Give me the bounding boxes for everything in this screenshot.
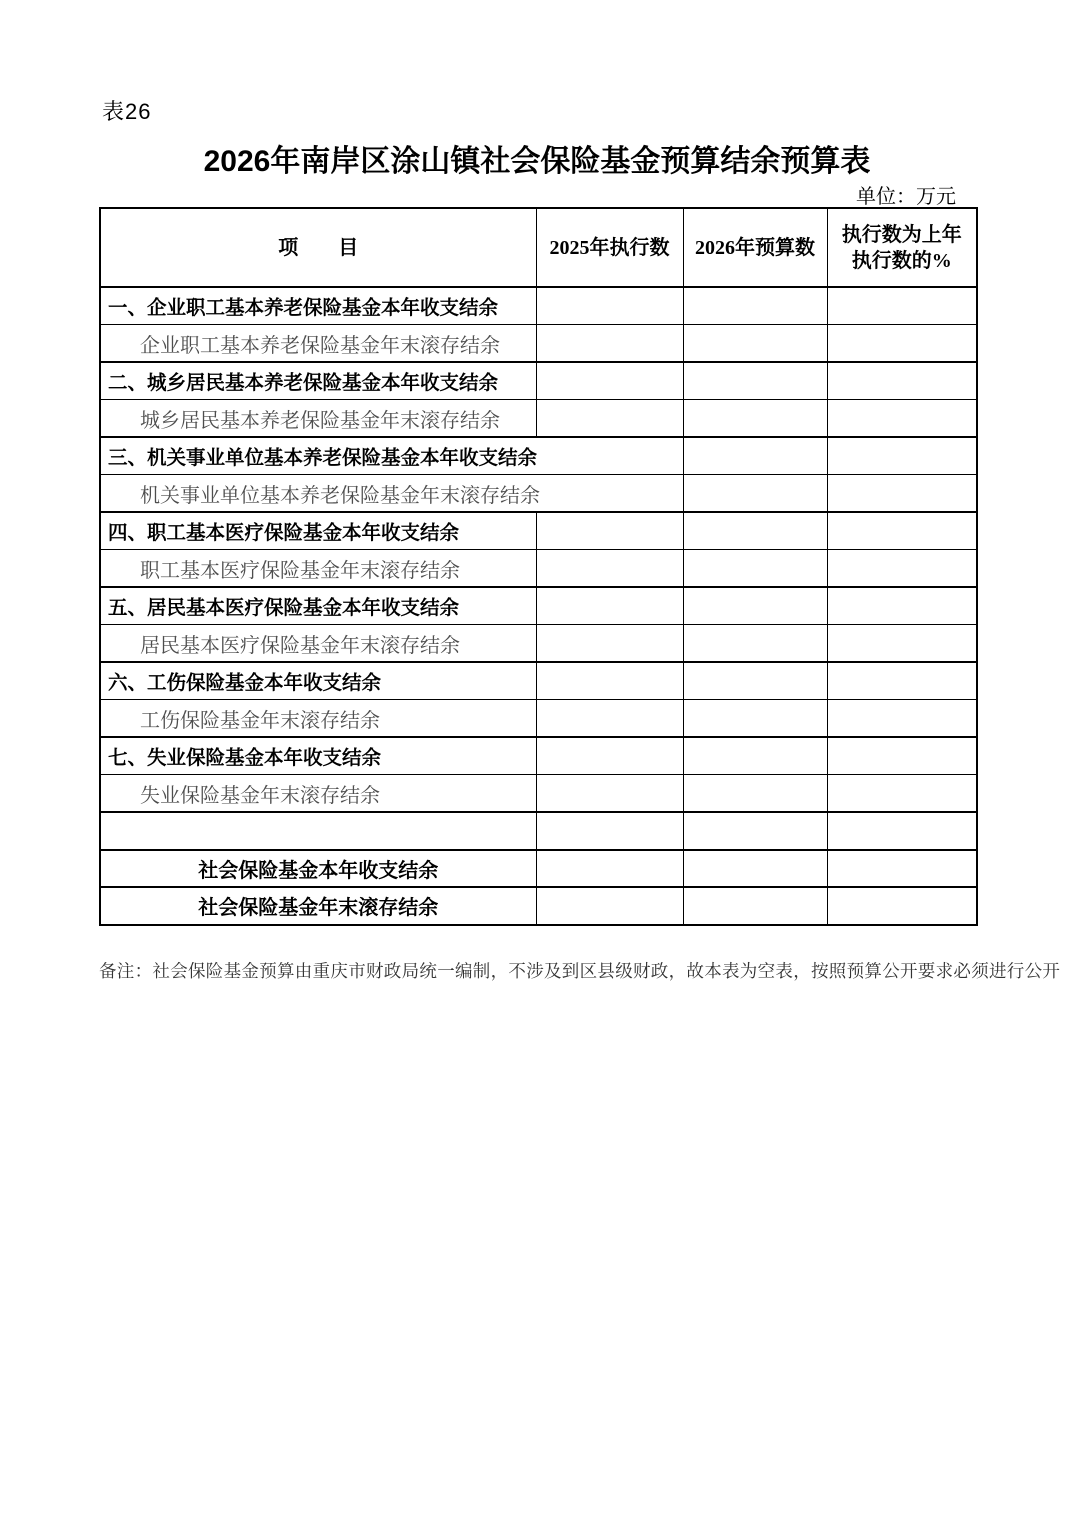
table-row	[100, 512, 977, 550]
budget-2026-cell	[683, 700, 827, 738]
exec-2025-cell	[536, 850, 683, 888]
item-cell: 社会保险基金本年收支结余	[100, 850, 536, 888]
table-row	[100, 287, 977, 325]
ratio-cell	[827, 887, 977, 925]
ratio-cell	[827, 812, 977, 850]
exec-2025-cell	[536, 550, 683, 588]
ratio-cell	[827, 775, 977, 813]
footer-note: 备注：社会保险基金预算由重庆市财政局统一编制，不涉及到区县级财政，故本表为空表，按照预算公开要求必须进行公开	[99, 961, 1061, 981]
exec-2025-cell	[536, 625, 683, 663]
table-row	[100, 625, 977, 663]
budget-2026-cell	[683, 662, 827, 700]
table-row	[100, 437, 977, 475]
exec-2025-cell	[536, 775, 683, 813]
exec-2025-cell	[536, 662, 683, 700]
budget-2026-cell	[683, 512, 827, 550]
budget-2026-cell	[683, 587, 827, 625]
unit-label: 单位：万元	[856, 186, 956, 208]
exec-2025-cell	[536, 325, 683, 363]
ratio-cell	[827, 587, 977, 625]
item-cell-merged: 三、机关事业单位基本养老保险基金本年收支结余	[100, 437, 683, 475]
budget-2026-cell	[683, 625, 827, 663]
budget-2026-cell	[683, 887, 827, 925]
exec-2025-cell	[536, 587, 683, 625]
table-row	[100, 700, 977, 738]
table-row	[100, 662, 977, 700]
ratio-cell	[827, 662, 977, 700]
table-row	[100, 362, 977, 400]
ratio-cell	[827, 400, 977, 438]
budget-2026-cell	[683, 850, 827, 888]
budget-2026-cell	[683, 325, 827, 363]
item-cell: 二、城乡居民基本养老保险基金本年收支结余	[100, 362, 536, 400]
exec-2025-cell	[536, 887, 683, 925]
header-item: 项 目	[100, 208, 536, 287]
budget-2026-cell	[683, 737, 827, 775]
item-cell: 企业职工基本养老保险基金年末滚存结余	[100, 325, 536, 363]
table-row	[100, 325, 977, 363]
item-cell-merged: 机关事业单位基本养老保险基金年末滚存结余	[100, 475, 683, 513]
ratio-cell	[827, 850, 977, 888]
table-header-row	[100, 208, 977, 287]
ratio-cell	[827, 362, 977, 400]
exec-2025-cell	[536, 287, 683, 325]
item-cell: 职工基本医疗保险基金年末滚存结余	[100, 550, 536, 588]
budget-2026-cell	[683, 437, 827, 475]
ratio-cell	[827, 287, 977, 325]
table-row-total	[100, 850, 977, 888]
item-cell: 一、企业职工基本养老保险基金本年收支结余	[100, 287, 536, 325]
header-budget-2026: 2026年预算数	[683, 208, 827, 287]
header-ratio-line1: 执行数为上年	[841, 223, 962, 246]
table-row	[100, 400, 977, 438]
ratio-cell	[827, 512, 977, 550]
budget-2026-cell	[683, 775, 827, 813]
table-row	[100, 587, 977, 625]
budget-2026-cell	[683, 475, 827, 513]
budget-2026-cell	[683, 400, 827, 438]
table-row	[100, 775, 977, 813]
ratio-cell	[827, 437, 977, 475]
item-cell: 六、工伤保险基金本年收支结余	[100, 662, 536, 700]
header-ratio	[827, 208, 977, 287]
ratio-cell	[827, 550, 977, 588]
item-cell: 四、职工基本医疗保险基金本年收支结余	[100, 512, 536, 550]
budget-2026-cell	[683, 362, 827, 400]
item-cell: 城乡居民基本养老保险基金年末滚存结余	[100, 400, 536, 438]
item-cell: 工伤保险基金年末滚存结余	[100, 700, 536, 738]
budget-2026-cell	[683, 550, 827, 588]
item-cell: 五、居民基本医疗保险基金本年收支结余	[100, 587, 536, 625]
budget-2026-cell	[683, 812, 827, 850]
table-row	[100, 737, 977, 775]
item-cell: 七、失业保险基金本年收支结余	[100, 737, 536, 775]
ratio-cell	[827, 475, 977, 513]
item-cell	[100, 812, 536, 850]
ratio-cell	[827, 625, 977, 663]
exec-2025-cell	[536, 812, 683, 850]
table-row	[100, 475, 977, 513]
header-ratio-line2: 执行数的%	[851, 249, 952, 272]
sheet-number: 表26	[102, 99, 152, 124]
table-row	[100, 550, 977, 588]
budget-2026-cell	[683, 287, 827, 325]
exec-2025-cell	[536, 700, 683, 738]
item-cell: 居民基本医疗保险基金年末滚存结余	[100, 625, 536, 663]
ratio-cell	[827, 737, 977, 775]
ratio-cell	[827, 700, 977, 738]
exec-2025-cell	[536, 400, 683, 438]
table-row-empty	[100, 812, 977, 850]
exec-2025-cell	[536, 512, 683, 550]
item-cell: 社会保险基金年末滚存结余	[100, 887, 536, 925]
header-exec-2025: 2025年执行数	[536, 208, 683, 287]
exec-2025-cell	[536, 362, 683, 400]
item-cell: 失业保险基金年末滚存结余	[100, 775, 536, 813]
page-title: 2026年南岸区涂山镇社会保险基金预算结余预算表	[203, 145, 871, 178]
exec-2025-cell	[536, 737, 683, 775]
ratio-cell	[827, 325, 977, 363]
budget-table	[99, 207, 978, 926]
table-row-total	[100, 887, 977, 925]
